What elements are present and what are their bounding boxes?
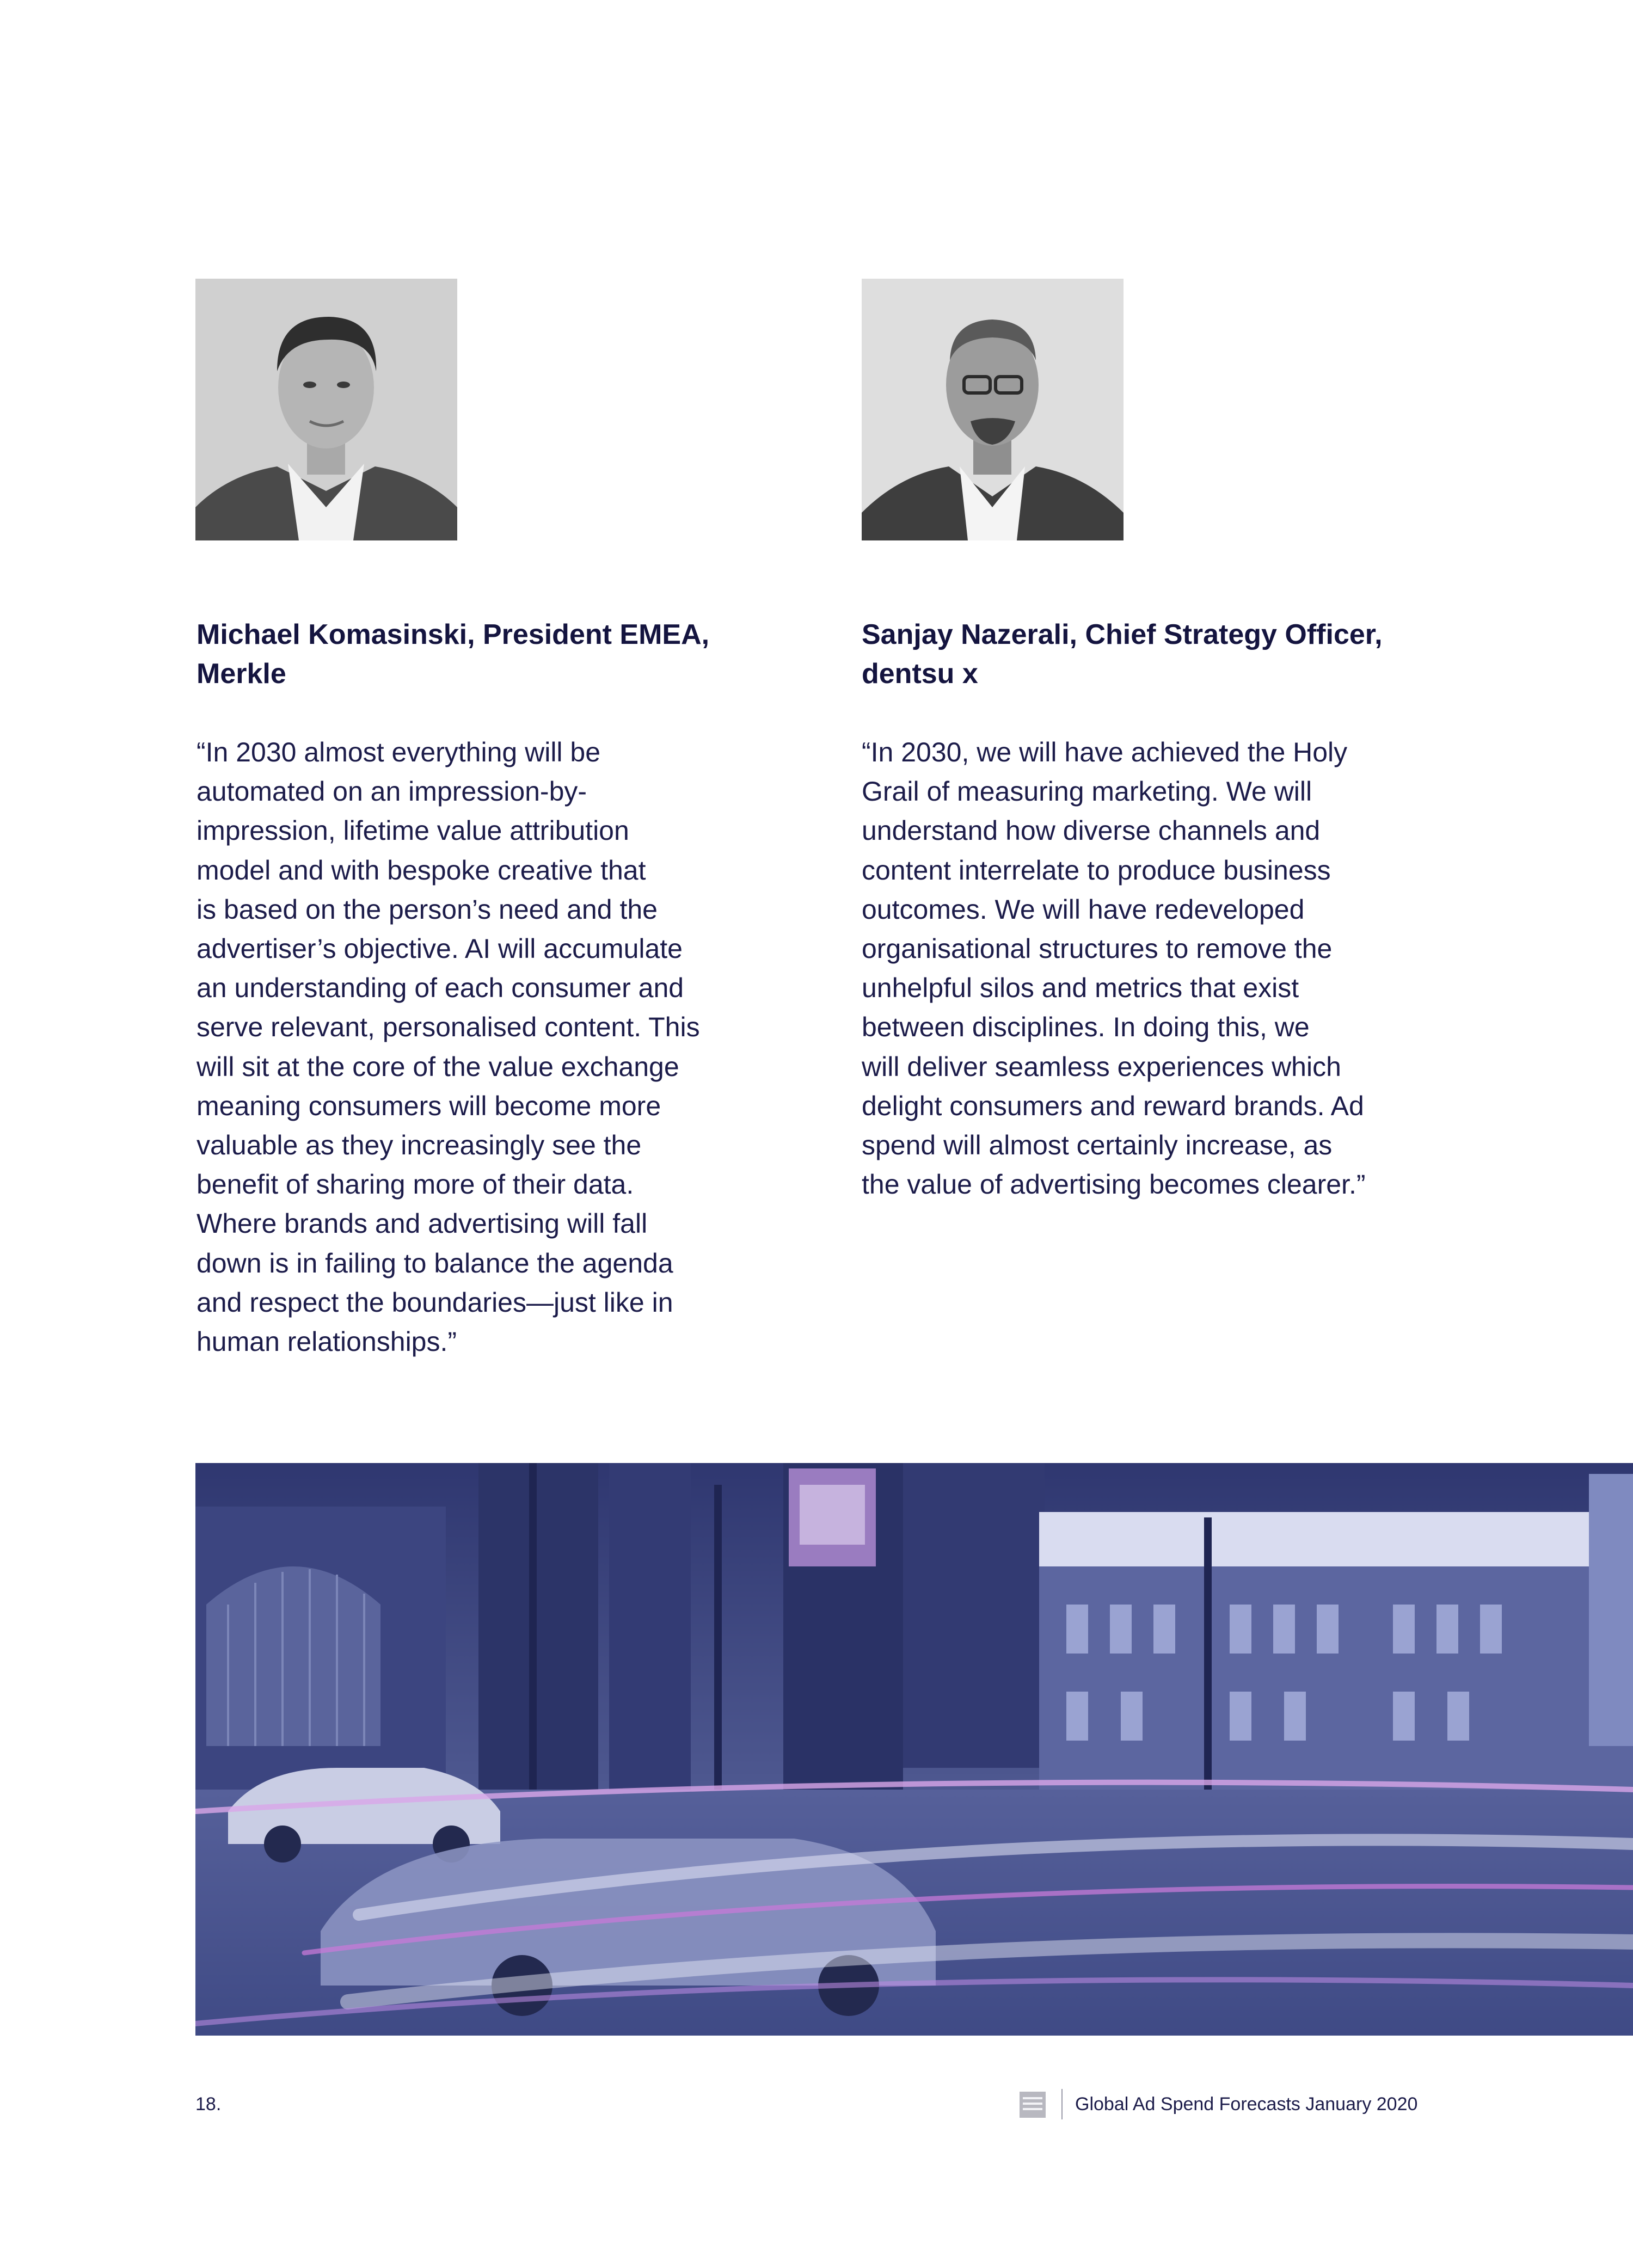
city-street-photo bbox=[195, 1463, 1633, 2036]
speaker-name-sanjay bbox=[862, 615, 1460, 693]
quote-line: advertiser’s objective. AI will accumulate bbox=[197, 933, 683, 964]
quote-line: the value of advertising becomes clearer.” bbox=[862, 1169, 1366, 1200]
portrait-michael-komasinski bbox=[195, 279, 457, 540]
quote-line: content interrelate to produce business bbox=[862, 855, 1331, 886]
quote-michael bbox=[197, 733, 784, 1361]
quote-line: meaning consumers will become more bbox=[197, 1090, 661, 1121]
quote-line: model and with bespoke creative that bbox=[197, 855, 646, 886]
quote-line: automated on an impression-by- bbox=[197, 776, 587, 807]
quote-line: understand how diverse channels and bbox=[862, 815, 1321, 846]
quote-line: will deliver seamless experiences which bbox=[862, 1051, 1341, 1082]
quote-line: outcomes. We will have redeveloped bbox=[862, 894, 1305, 925]
report-title: Global Ad Spend Forecasts January 2020 bbox=[1075, 2094, 1418, 2115]
dentsu-logo-icon bbox=[1020, 2092, 1046, 2118]
speaker-name-line: Sanjay Nazerali, Chief Strategy Officer, bbox=[862, 619, 1383, 650]
quote-line: spend will almost certainly increase, as bbox=[862, 1130, 1333, 1161]
quote-line: an understanding of each consumer and bbox=[197, 973, 684, 1004]
quote-line: unhelpful silos and metrics that exist bbox=[862, 973, 1299, 1004]
quote-line: between disciplines. In doing this, we bbox=[862, 1012, 1310, 1043]
speaker-name-line: dentsu x bbox=[862, 658, 978, 690]
quote-line: impression, lifetime value attribution bbox=[197, 815, 629, 846]
quote-sanjay bbox=[862, 733, 1450, 1204]
portrait-sanjay-nazerali bbox=[862, 279, 1124, 540]
quote-line: Where brands and advertising will fall bbox=[197, 1208, 648, 1239]
quote-line: will sit at the core of the value exchange bbox=[197, 1051, 679, 1082]
quote-line: delight consumers and reward brands. Ad bbox=[862, 1090, 1364, 1121]
page-number: 18. bbox=[195, 2094, 222, 2115]
speaker-name-line: Michael Komasinski, President EMEA, bbox=[197, 619, 710, 650]
quote-line: down is in failing to balance the agenda bbox=[197, 1247, 673, 1279]
speaker-name-michael bbox=[197, 615, 795, 693]
quote-line: serve relevant, personalised content. This bbox=[197, 1012, 700, 1043]
quote-line: is based on the person’s need and the bbox=[197, 894, 658, 925]
quote-line: valuable as they increasingly see the bbox=[197, 1130, 642, 1161]
quote-line: human relationships.” bbox=[197, 1326, 457, 1357]
quote-line: organisational structures to remove the bbox=[862, 933, 1333, 964]
quote-line: benefit of sharing more of their data. bbox=[197, 1169, 634, 1200]
speaker-name-line: Merkle bbox=[197, 658, 286, 690]
quote-line: and respect the boundaries—just like in bbox=[197, 1287, 673, 1318]
quote-line: “In 2030 almost everything will be bbox=[197, 737, 601, 767]
quote-line: Grail of measuring marketing. We will bbox=[862, 776, 1312, 807]
footer-divider bbox=[1061, 2089, 1063, 2119]
quote-line: “In 2030, we will have achieved the Holy bbox=[862, 737, 1348, 767]
